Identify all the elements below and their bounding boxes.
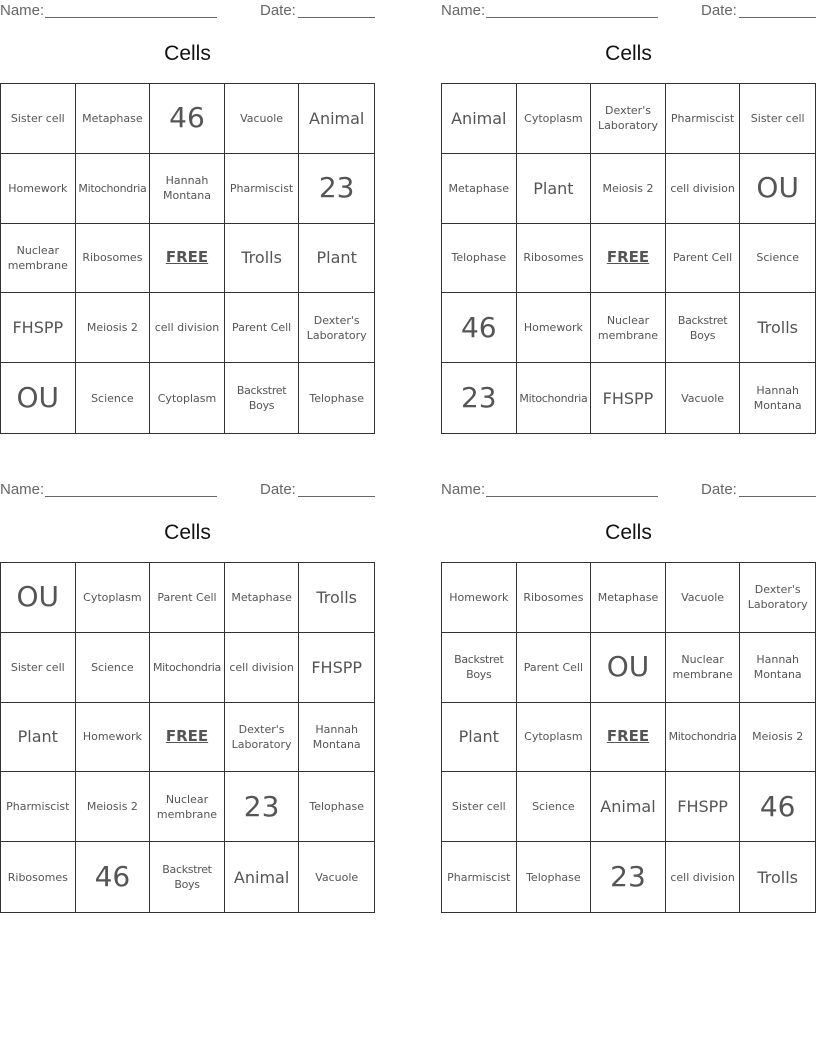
bingo-cell: Dexter's Laboratory: [591, 84, 666, 154]
date-field: [298, 17, 375, 18]
bingo-cell: Hannah Montana: [299, 703, 374, 773]
bingo-cell: Science: [76, 363, 151, 433]
date-field: [739, 496, 816, 497]
bingo-cell: Plant: [517, 154, 592, 224]
bingo-cell: Homework: [76, 703, 151, 773]
bingo-cell: Homework: [517, 293, 592, 363]
card-title: Cells: [164, 521, 211, 544]
bingo-cell: Meiosis 2: [76, 772, 151, 842]
bingo-cell: Animal: [225, 842, 300, 912]
name-field: [45, 496, 217, 497]
name-field: [486, 17, 658, 18]
date-label: Date:: [260, 2, 296, 19]
date-label: Date:: [260, 481, 296, 498]
bingo-cell: Nuclear membrane: [591, 293, 666, 363]
bingo-cell: Dexter's Laboratory: [225, 703, 300, 773]
bingo-cell: FHSPP: [299, 633, 374, 703]
bingo-cell: Cytoplasm: [150, 363, 225, 433]
date-field: [298, 496, 375, 497]
bingo-cell: OU: [591, 633, 666, 703]
bingo-cell: Vacuole: [666, 363, 741, 433]
bingo-cell: Pharmiscist: [225, 154, 300, 224]
bingo-cell: Cytoplasm: [517, 703, 592, 773]
name-field: [486, 496, 658, 497]
bingo-cell: Telophase: [442, 224, 517, 294]
bingo-cell: Parent Cell: [666, 224, 741, 294]
bingo-cell: Hannah Montana: [740, 633, 815, 703]
bingo-cell: FHSPP: [591, 363, 666, 433]
bingo-cell: Cytoplasm: [517, 84, 592, 154]
bingo-cell: 23: [225, 772, 300, 842]
card-title: Cells: [164, 42, 211, 65]
bingo-cell: cell division: [150, 293, 225, 363]
bingo-grid: [0, 83, 375, 434]
bingo-cell: Ribosomes: [517, 224, 592, 294]
bingo-cell: Metaphase: [76, 84, 151, 154]
bingo-cell: OU: [740, 154, 815, 224]
bingo-cell: Trolls: [757, 867, 799, 887]
bingo-cell: cell division: [666, 842, 741, 912]
bingo-grid: [441, 83, 816, 434]
bingo-cell: Homework: [1, 154, 76, 224]
free-space-cell: FREE: [150, 703, 225, 773]
bingo-cell: Metaphase: [225, 563, 300, 633]
bingo-cell: Mitochondria: [666, 703, 741, 773]
bingo-cell: Mitochondria: [150, 633, 225, 703]
bingo-cell: Telophase: [299, 772, 374, 842]
bingo-cell: Vacuole: [666, 563, 741, 633]
name-label: Name:: [0, 481, 45, 498]
bingo-cell: Mitochondria: [76, 154, 151, 224]
card-title: Cells: [605, 521, 652, 544]
bingo-cell: OU: [1, 563, 76, 633]
bingo-cell: FHSPP: [1, 293, 76, 363]
bingo-cell: Parent Cell: [517, 633, 592, 703]
bingo-cell: Pharmiscist: [442, 842, 517, 912]
bingo-cell: 23: [442, 363, 517, 433]
free-space-cell: FREE: [150, 224, 225, 294]
bingo-cell: 46: [442, 293, 517, 363]
card-header: [441, 479, 816, 501]
date-label: Date:: [701, 2, 737, 19]
date-field: [739, 17, 816, 18]
bingo-cell: Sister cell: [442, 772, 517, 842]
bingo-cell: Plant: [299, 224, 374, 294]
bingo-cell: Nuclear membrane: [1, 224, 76, 294]
bingo-cell: Backstret Boys: [225, 363, 300, 433]
bingo-cell: Homework: [442, 563, 517, 633]
name-field: [45, 17, 217, 18]
bingo-cell: OU: [1, 363, 76, 433]
free-space-cell: FREE: [591, 703, 666, 773]
bingo-cell: Hannah Montana: [150, 154, 225, 224]
bingo-cell: Plant: [442, 703, 517, 773]
bingo-cell: Sister cell: [1, 633, 76, 703]
bingo-cell: Dexter's Laboratory: [740, 563, 815, 633]
card-header: [0, 479, 375, 501]
card-header: [0, 0, 375, 22]
bingo-cell: Meiosis 2: [76, 293, 151, 363]
bingo-cell: Ribosomes: [76, 224, 151, 294]
bingo-cell: Parent Cell: [225, 293, 300, 363]
bingo-cell: Meiosis 2: [591, 154, 666, 224]
bingo-cell: Animal: [442, 84, 517, 154]
bingo-cell: Trolls: [740, 293, 815, 363]
bingo-cell: Trolls: [225, 224, 300, 294]
bingo-card-1: [0, 0, 375, 435]
card-title: Cells: [605, 42, 652, 65]
bingo-cell: FHSPP: [666, 772, 741, 842]
bingo-cell: Mitochondria: [517, 363, 592, 433]
bingo-cell: Vacuole: [225, 84, 300, 154]
bingo-cell: Ribosomes: [517, 563, 592, 633]
bingo-cell: 46: [150, 84, 225, 154]
bingo-cell: Animal: [299, 84, 374, 154]
bingo-card-2: [441, 0, 816, 435]
card-header: [441, 0, 816, 22]
bingo-cell: 23: [299, 154, 374, 224]
name-label: Name:: [0, 2, 45, 19]
name-label: Name:: [441, 481, 486, 498]
bingo-cell: Sister cell: [740, 84, 815, 154]
bingo-cell: Nuclear membrane: [666, 633, 741, 703]
bingo-cell: Dexter's Laboratory: [299, 293, 374, 363]
bingo-cell: Backstret Boys: [666, 293, 741, 363]
bingo-cell: Meiosis 2: [740, 703, 815, 773]
bingo-cell: 46: [740, 772, 815, 842]
bingo-cell: Hannah Montana: [753, 384, 802, 413]
bingo-cell: Sister cell: [1, 84, 76, 154]
date-label: Date:: [701, 481, 737, 498]
bingo-cell: Animal: [591, 772, 666, 842]
bingo-cell: Science: [517, 772, 592, 842]
bingo-cell: cell division: [666, 154, 741, 224]
bingo-grid: [441, 562, 816, 913]
bingo-cell: Science: [740, 224, 815, 294]
bingo-cell: Ribosomes: [1, 842, 76, 912]
bingo-cell: Metaphase: [442, 154, 517, 224]
name-label: Name:: [441, 2, 486, 19]
free-space-cell: FREE: [591, 224, 666, 294]
bingo-card-3: [0, 479, 375, 914]
bingo-cell: Backstret Boys: [150, 842, 225, 912]
bingo-cell: 23: [591, 842, 666, 912]
bingo-cell: Pharmiscist: [1, 772, 76, 842]
bingo-cell: Trolls: [299, 563, 374, 633]
bingo-cell: Nuclear membrane: [150, 772, 225, 842]
bingo-cell: Backstret Boys: [442, 633, 517, 703]
bingo-cell: Science: [76, 633, 151, 703]
bingo-cell: Telophase: [309, 391, 364, 405]
bingo-cell: Telophase: [517, 842, 592, 912]
bingo-cell: Metaphase: [591, 563, 666, 633]
bingo-card-4: [441, 479, 816, 914]
bingo-cell: 46: [76, 842, 151, 912]
bingo-cell: Cytoplasm: [76, 563, 151, 633]
bingo-grid: [0, 562, 375, 913]
bingo-cell: cell division: [225, 633, 300, 703]
bingo-cell: Vacuole: [315, 870, 359, 884]
bingo-cell: Parent Cell: [150, 563, 225, 633]
bingo-cell: Plant: [1, 703, 76, 773]
bingo-cell: Pharmiscist: [666, 84, 741, 154]
